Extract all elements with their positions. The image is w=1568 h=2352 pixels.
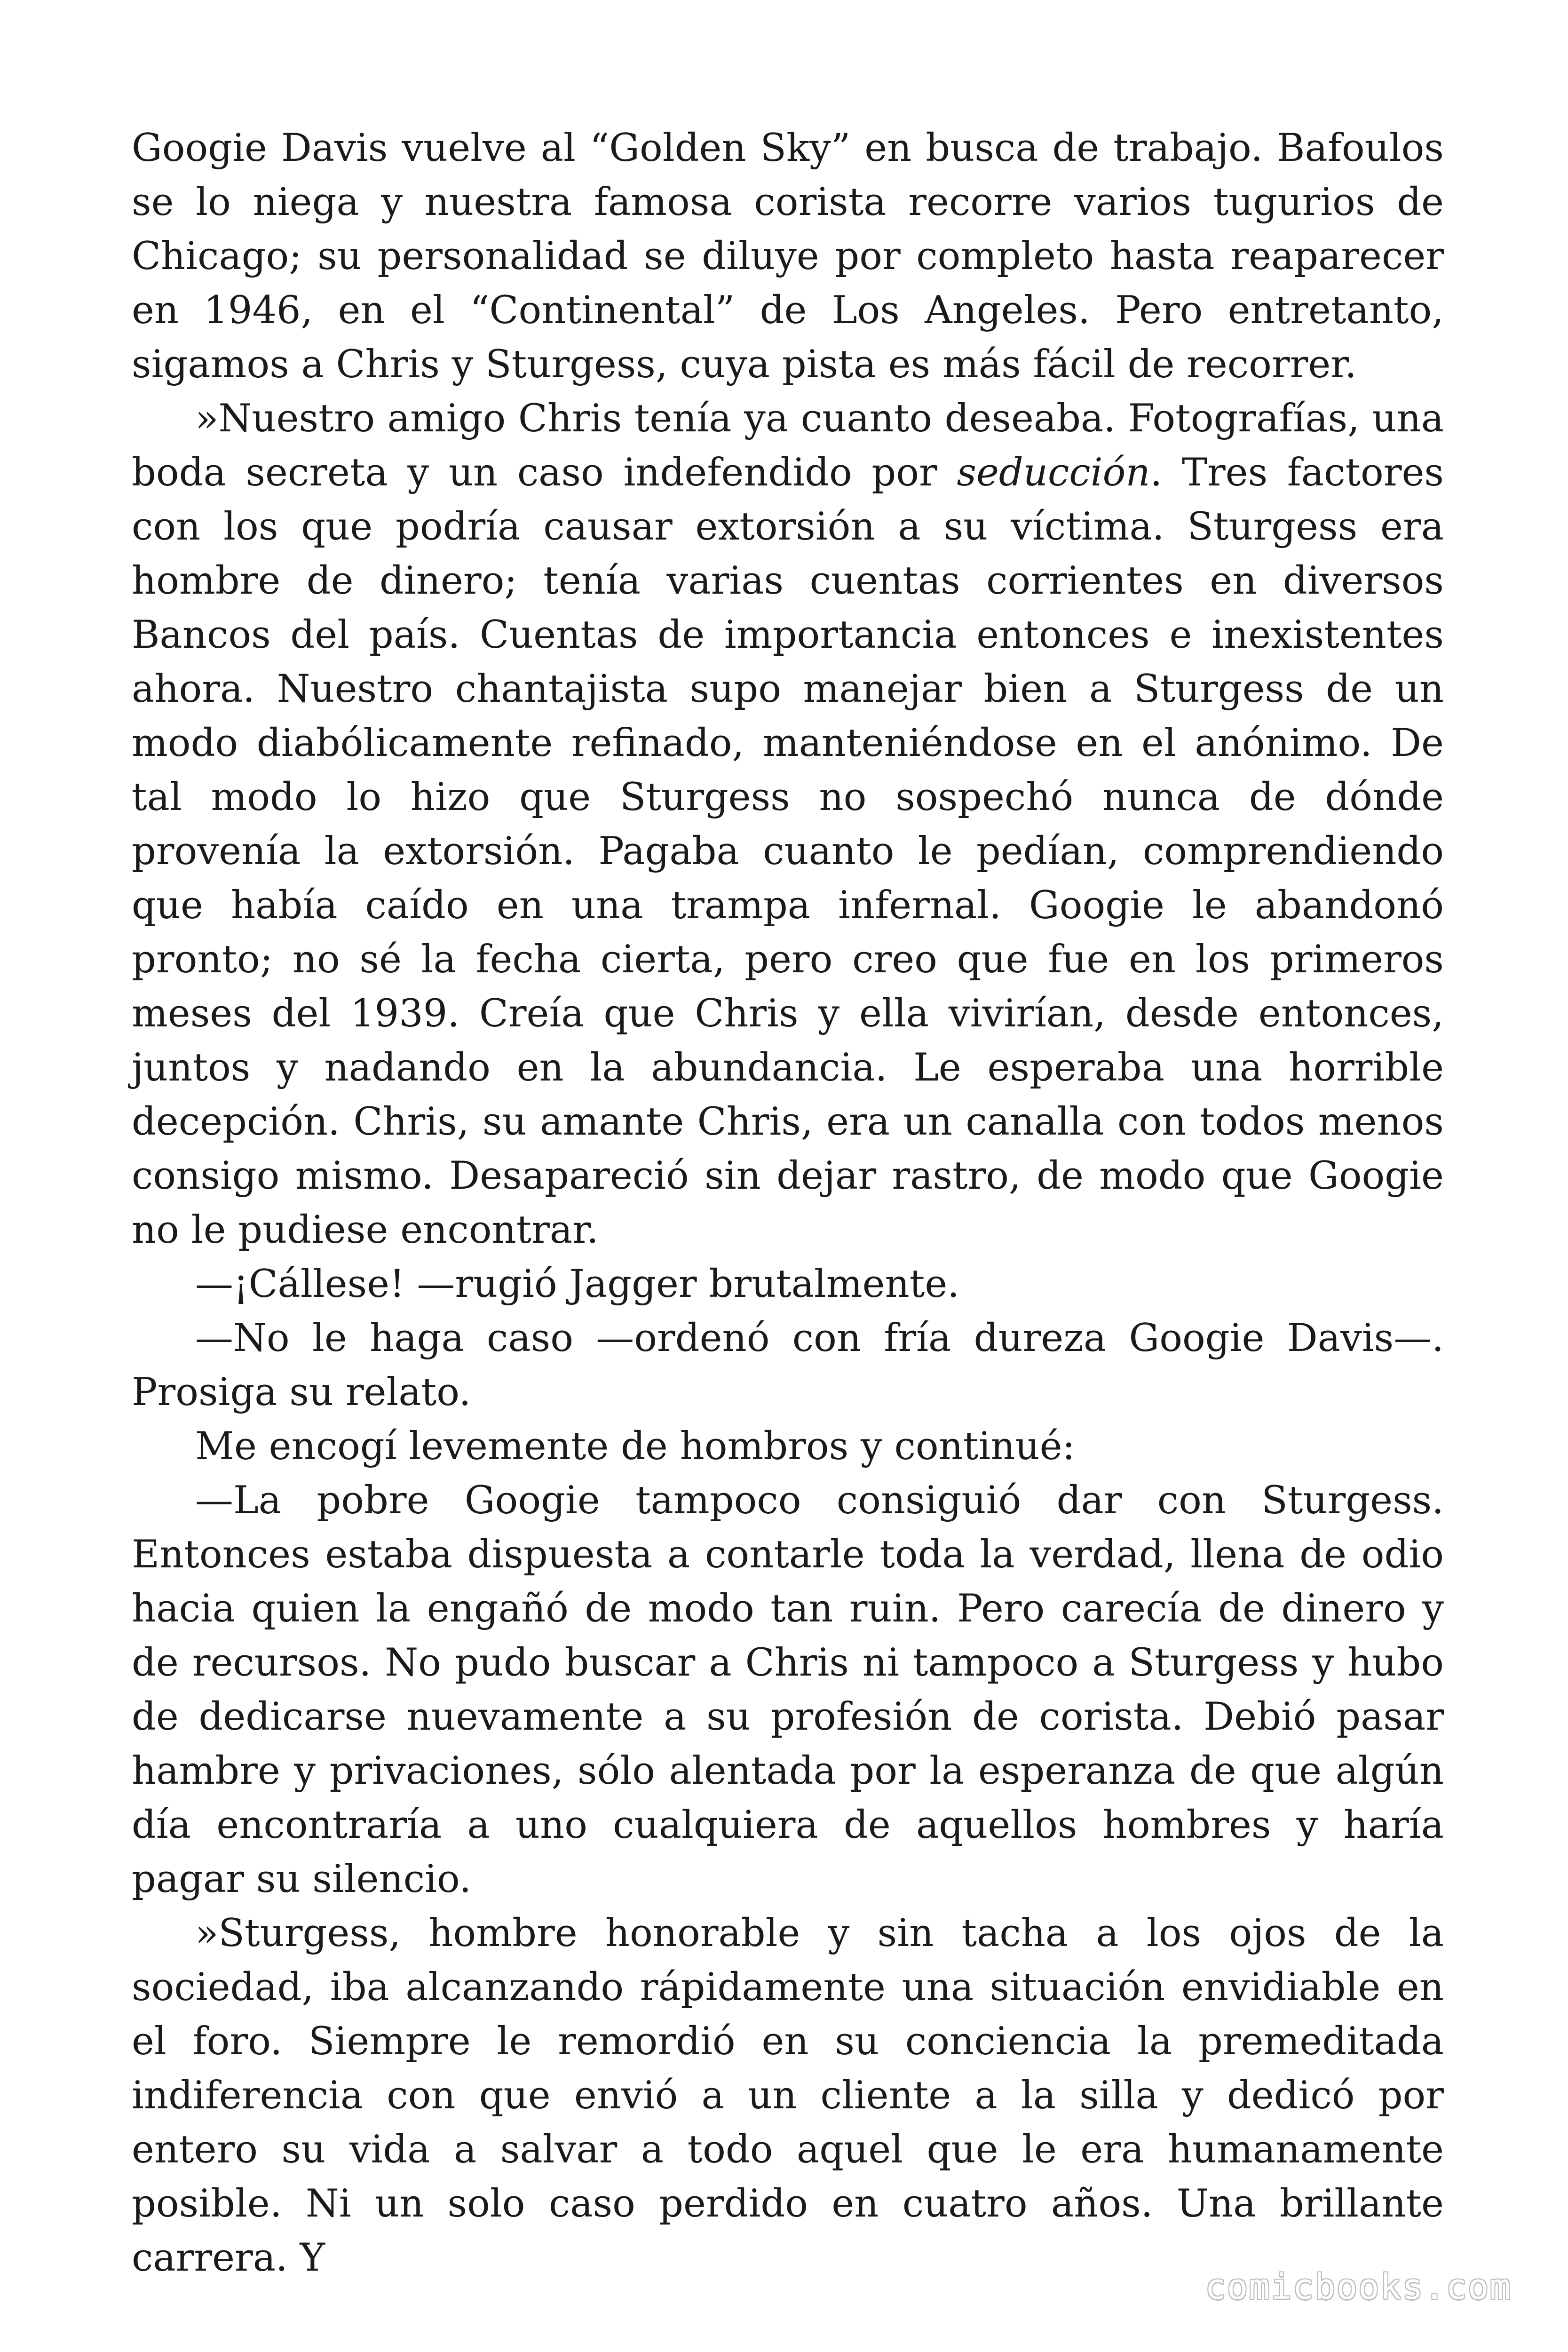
- paragraph-4: —No le haga caso —ordenó con fría dureza Googie Davis—. Prosiga su relato.: [132, 1316, 1444, 1414]
- paragraph-5: Me encogí levemente de hombros y continué:: [195, 1424, 1075, 1469]
- paragraph-1: Googie Davis vuelve al “Golden Sky” en busca de trabajo. Bafoulos se lo niega y nuestra famosa corista recorre varios tugurios de Chicago; su personalidad se diluye por completo hasta reaparecer en 1946, en el “Continental” de Los Angeles. Pero entretanto, sigamos a Chris y Sturgess, cuya pista es más fácil de recorrer.: [132, 126, 1444, 387]
- paragraph-6: —La pobre Googie tampoco consiguió dar con Sturgess. Entonces estaba dispuesta a contarle toda la verdad, llena de odio hacia quien la engañó de modo tan ruin. Pero carecía de dinero y de recursos. No pudo buscar a Chris ni tampoco a Sturgess y hubo de dedicarse nuevamente a su profesión de corista. Debió pasar hambre y privaciones, sólo alentada por la esperanza de que algún día encontraría a uno cualquiera de aquellos hombres y haría pagar su silencio.: [132, 1478, 1444, 1901]
- paragraph-7: »Sturgess, hombre honorable y sin tacha a los ojos de la sociedad, iba alcanzando rápidamente una situación envidiable en el foro. Siempre le remordió en su conciencia la premeditada indiferencia con que envió a un cliente a la silla y dedicó por entero su vida a salvar a todo aquel que le era humanamente posible. Ni un solo caso perdido en cuatro años. Una brillante carrera. Y: [132, 1911, 1444, 2280]
- page-text: [132, 121, 1444, 2285]
- paragraph-2-after: . Tres factores con los que podría causar extorsión a su víctima. Sturgess era hombre de dinero; tenía varias cuentas corrientes en diversos Bancos del país. Cuentas de importancia entonces e inexistentes ahora. Nuestro chantajista supo manejar bien a Sturgess de un modo diabólicamente refinado, manteniéndose en el anónimo. De tal modo lo hizo que Sturgess no sospechó nunca de dónde provenía la extorsión. Pagaba cuanto le pedían, comprendiendo que había caído en una trampa infernal. Googie le abandonó pronto; no sé la fecha cierta, pero creo que fue en los primeros meses del 1939. Creía que Chris y ella vivirían, desde entonces, juntos y nadando en la abundancia. Le esperaba una horrible decepción. Chris, su amante Chris, era un canalla con todos menos consigo mismo. Desapareció sin dejar rastro, de modo que Googie no le pudiese encontrar.: [132, 451, 1444, 1252]
- paragraph-3: —¡Cállese! —rugió Jagger brutalmente.: [195, 1262, 960, 1306]
- paragraph-2-before: »Nuestro amigo Chris tenía ya cuanto deseaba. Fotografías, una boda secreta y un caso indefendido por: [132, 397, 1444, 495]
- paragraph-2: [132, 392, 1444, 1257]
- watermark: comicbooks.com: [1205, 2267, 1512, 2307]
- paragraph-2-emphasis: seducción: [957, 451, 1150, 495]
